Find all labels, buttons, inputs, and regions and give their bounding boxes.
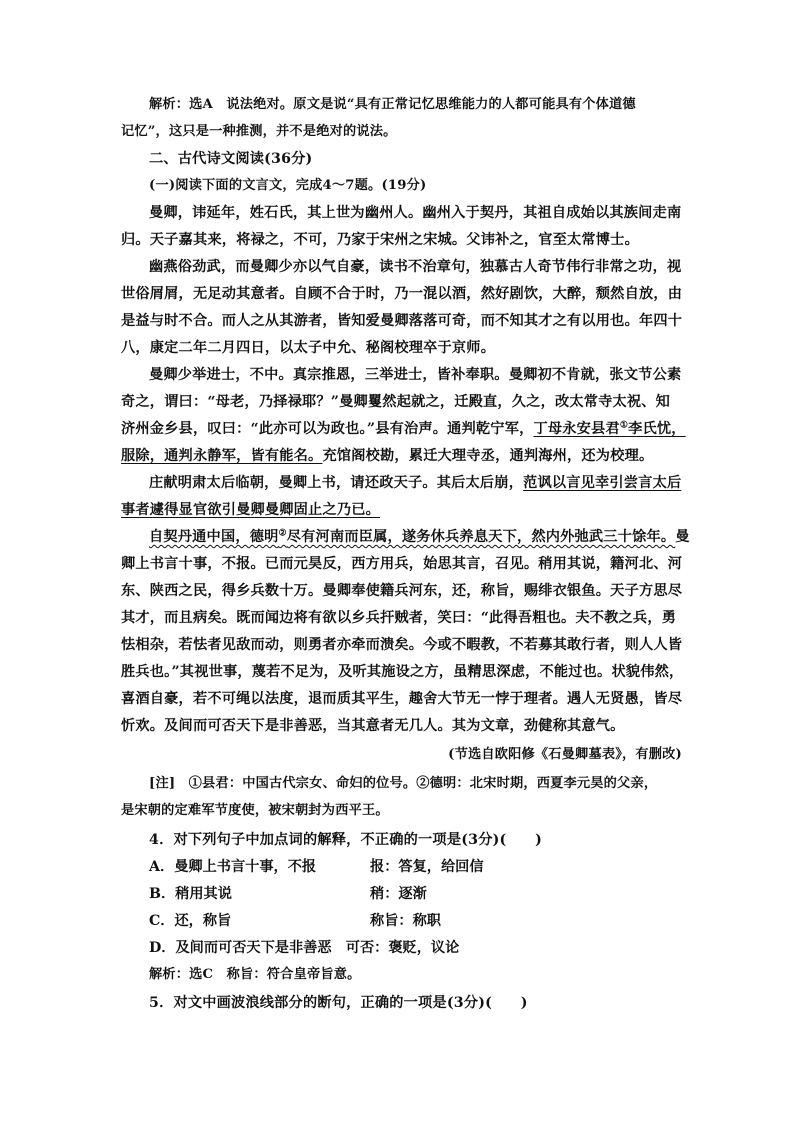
text-line: 奇之，谓曰：“母老，乃择禄耶？”曼卿矍然起就之，迁殿直，久之，改太常寺太祝、知 xyxy=(121,394,671,410)
underlined-text: 事者遽得显官欲引曼卿曼卿固止之乃已。 xyxy=(121,502,380,518)
question-4-analysis: 解析：选C 称旨：符合皇帝旨意。 xyxy=(149,967,361,982)
text-line: 八，康定二年二月四日，以太子中允、秘阁校理卒于京师。 xyxy=(121,340,496,356)
question-4-stem: 4．对下列句子中加点词的解释，不正确的一项是(3分)( ) xyxy=(149,832,543,848)
question-5-stem: 5．对文中画波浪线部分的断句，正确的一项是(3分)( ) xyxy=(149,995,528,1011)
section-title: 二、古代诗文阅读(36分) xyxy=(149,151,313,167)
text-line: 曼卿，讳延年，姓石氏，其上世为幽州人。幽州入于契丹，其祖自成始以其族间走南 xyxy=(149,205,682,221)
text-line: 世俗屑屑，无足动其意者。自顾不合于时，乃一混以酒，然好剧饮，大醉，颓然自放，由 xyxy=(121,286,683,302)
option-d-text: D．及间而可否天下是非善恶 xyxy=(149,940,332,956)
option-d xyxy=(149,938,459,958)
wavy-segment: 尽有河南而臣属，遂务休兵养息天下，然内外弛武三十馀年。 xyxy=(286,529,676,545)
option-c: C．还，称旨 xyxy=(149,913,232,929)
footnote-marker: ① xyxy=(619,420,629,431)
note-line: 是宋朝的定难军节度使，被宋朝封为西平王。 xyxy=(121,803,389,818)
wavy-segment: 自契丹通中国，德明 xyxy=(149,529,279,545)
wavy-underlined-text xyxy=(149,529,675,545)
text-line: 其才，而且病矣。既而闻边将有欲以乡兵扞贼者，笑曰：“此得吾粗也。夫不教之兵，勇 xyxy=(121,610,677,626)
text-line xyxy=(121,419,686,439)
option-a: A．曼卿上书言十事，不报 xyxy=(149,859,317,875)
text-line: 幽燕俗劲武，而曼卿少亦以气自豪，读书不治章句，独慕古人奇节伟行非常之功，视 xyxy=(149,259,682,275)
text-line: 卿上书言十事，不报。已而元昊反，西方用兵，始思其言，召见。稍用其说，籍河北、河 xyxy=(121,556,683,572)
text-line: 怯相杂，若怯者见敌而动，则勇者亦牵而溃矣。今或不暇教，不若募其敢行者，则人人皆 xyxy=(121,637,683,653)
text-line: 归。天子嘉其来，将禄之，不可，乃家于宋州之宋城。父讳补之，官至太常博士。 xyxy=(121,232,639,248)
analysis-line: 记忆”，这只是一种推测，并不是绝对的说法。 xyxy=(121,124,397,139)
text-line: 喜酒自豪，若不可绳以法度，退而质其平生，趣舍大节无一悖于理者。遇人无贤愚，皆尽 xyxy=(121,691,683,707)
text-segment: 曼 xyxy=(675,529,690,545)
analysis-line: 解析：选A 说法绝对。原文是说“具有正常记忆思维能力的人都可能具有个体道德 xyxy=(149,97,636,112)
underlined-text: 服除，通判永静军，皆有能名。 xyxy=(121,448,323,464)
option-b-explanation: 稍：逐渐 xyxy=(370,886,427,902)
text-line xyxy=(121,500,681,520)
text-segment: 充馆阁校勘，累迁大理寺丞，通判海州，还为校理。 xyxy=(322,448,654,464)
text-line: 是益与时不合。而人之从其游者，皆知爱曼卿落落可奇，而不知其才之有以用也。年四十 xyxy=(121,313,683,329)
text-line: 东、陕西之民，得乡兵数十万。曼卿奉使籍兵河东，还，称旨，赐绯衣银鱼。天子方思尽 xyxy=(121,583,683,599)
text-line xyxy=(149,473,681,493)
source-citation: (节选自欧阳修《石曼卿墓表》，有删改) xyxy=(448,747,682,762)
note-line: [注] ①县君：中国古代宗女、命妇的位号。②德明：北宋时期，西夏李元昊的父亲， xyxy=(149,776,658,791)
underlined-segment: 李氏忧， xyxy=(628,421,686,437)
text-line: 胜兵也。”其视世事，蔑若不足为，及听其施设之方，虽精思深虑，不能过也。状貌伟然， xyxy=(121,664,684,680)
underlined-text xyxy=(533,421,685,437)
option-d-explanation: 可否：褒贬，议论 xyxy=(345,940,460,956)
option-c-explanation: 称旨：称职 xyxy=(370,913,441,929)
text-line: 曼卿少举进士，不中。真宗推恩，三举进士，皆补奉职。曼卿初不肯就，张文节公素 xyxy=(149,367,682,383)
underlined-text: 范讽以言见幸引尝言太后 xyxy=(523,475,682,491)
footnote-marker: ② xyxy=(278,528,287,539)
text-line xyxy=(149,527,690,547)
text-line xyxy=(121,446,681,466)
text-line: 忻欢。及间而可否天下是非善恶，当其意者无几人。其为文章，劲健称其意气。 xyxy=(121,718,625,734)
option-a-explanation: 报：答复，给回信 xyxy=(370,859,484,875)
option-b: B．稍用其说 xyxy=(149,886,232,902)
subsection-title: (一)阅读下面的文言文，完成4～7题。(19分) xyxy=(149,178,427,193)
text-segment: 庄献明肃太后临朝，曼卿上书，请还政天子。其后太后崩， xyxy=(149,475,524,491)
text-segment: 济州金乡县，叹曰：“此亦可以为政也。”县有治声。通判乾宁军， xyxy=(121,421,534,437)
underlined-segment: 丁母永安县君 xyxy=(533,421,620,437)
